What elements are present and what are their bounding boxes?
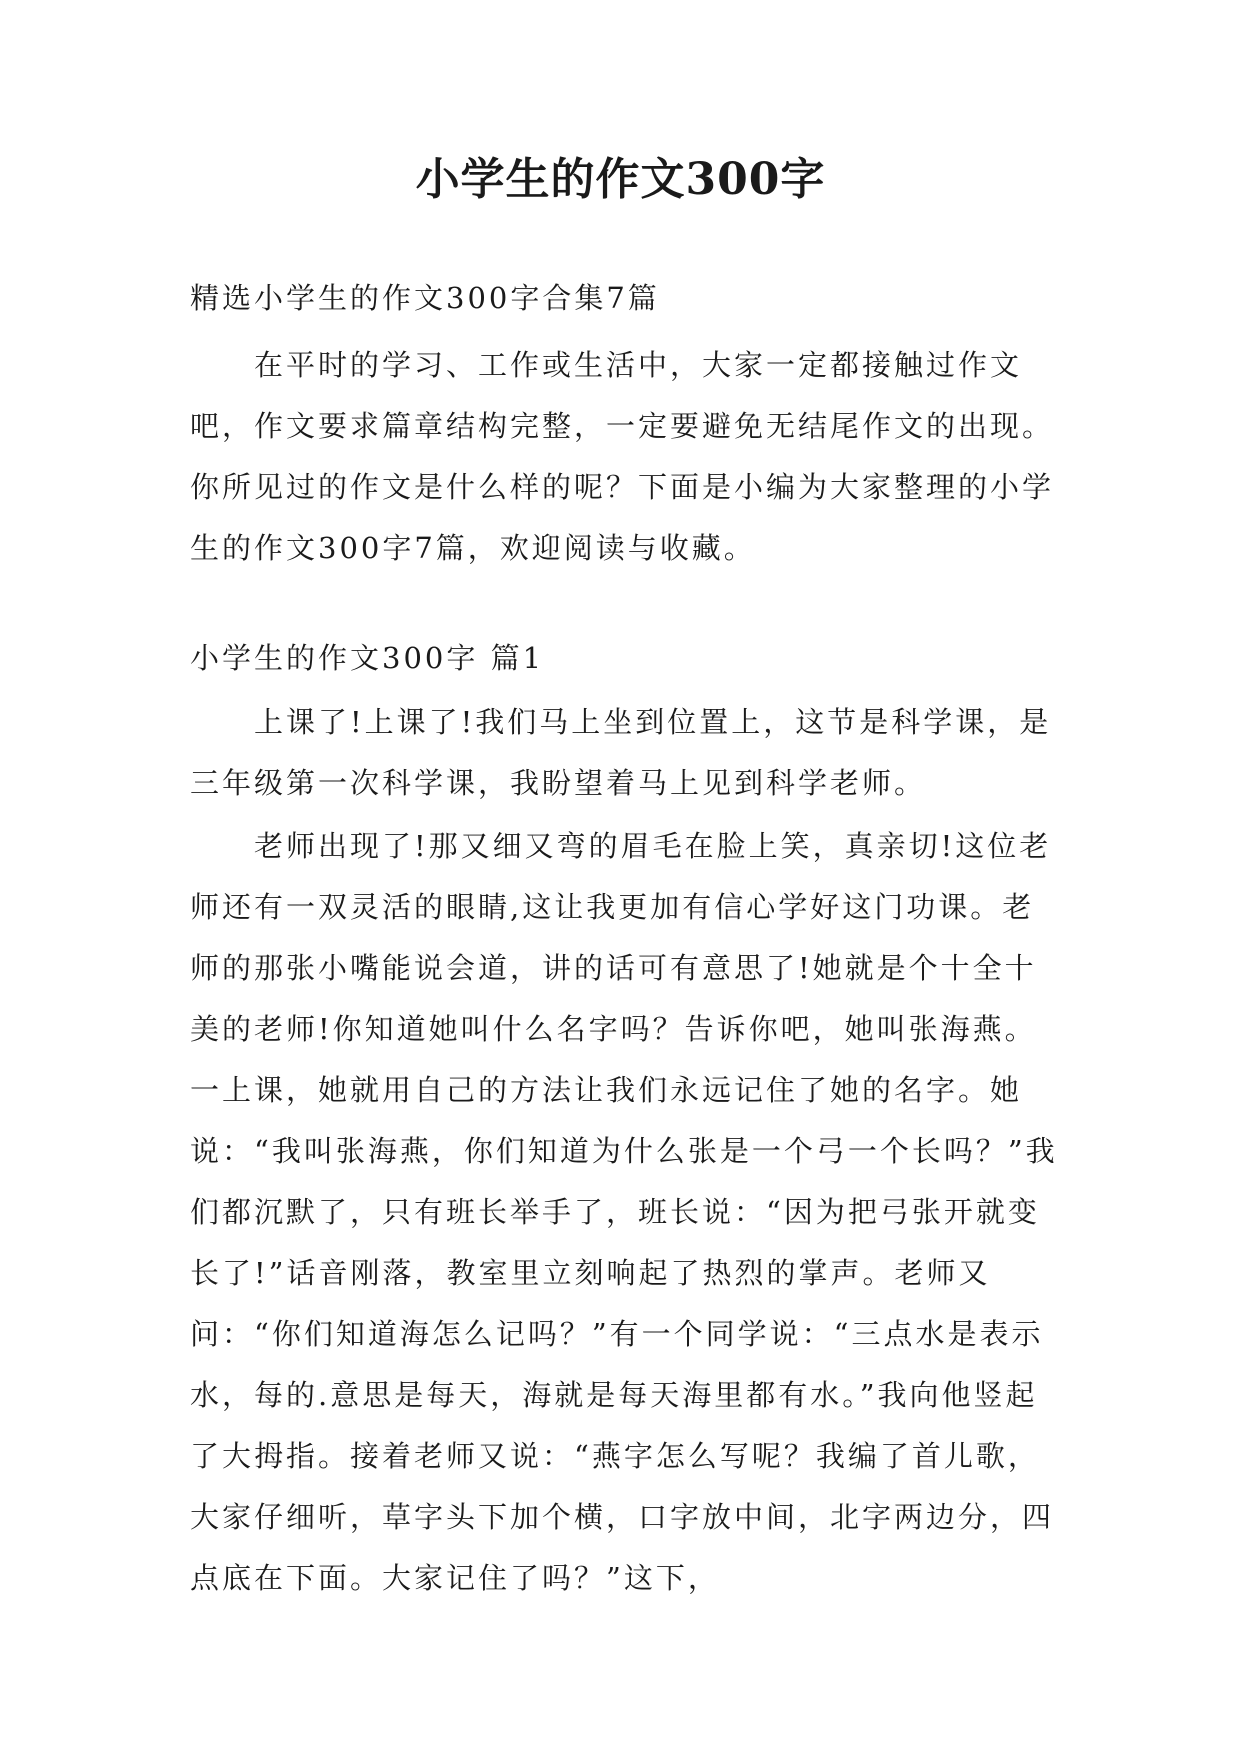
- collection-heading: 精选小学生的作文300字合集7篇: [190, 281, 660, 315]
- intro-paragraph: 在平时的学习、工作或生活中，大家一定都接触过作文吧，作文要求篇章结构完整，一定要避免无结尾作文的出现。你所见过的作文是什么样的呢？下面是小编为大家整理的小学生的作文300字7篇，欢迎阅读与收藏。: [190, 348, 1055, 565]
- section-1-paragraph-2: 老师出现了!那又细又弯的眉毛在脸上笑，真亲切!这位老师还有一双灵活的眼睛,这让我更加有信心学好这门功课。老师的那张小嘴能说会道，讲的话可有意思了!她就是个十全十美的老师!你知道她叫什么名字吗？告诉你吧，她叫张海燕。一上课，她就用自己的方法让我们永远记住了她的名字。她说：“我叫张海燕，你们知道为什么张是一个弓一个长吗？”我们都沉默了，只有班长举手了，班长说：“因为把弓张开就变长了!”话音刚落，教室里立刻响起了热烈的掌声。老师又问：“你们知道海怎么记吗？”有一个同学说：“三点水是表示水，每的.意思是每天，海就是每天海里都有水。”我向他竖起了大拇指。接着老师又说：“燕字怎么写呢？我编了首儿歌，大家仔细听，草字头下加个横，口字放中间，北字两边分，四点底在下面。大家记住了吗？”这下，: [190, 829, 1058, 1595]
- section-1-paragraph-1: 上课了!上课了!我们马上坐到位置上，这节是科学课，是三年级第一次科学课，我盼望着马上见到科学老师。: [190, 705, 1052, 800]
- section-1-heading: 小学生的作文300字 篇1: [190, 641, 545, 675]
- document-title: 小学生的作文300字: [415, 154, 826, 205]
